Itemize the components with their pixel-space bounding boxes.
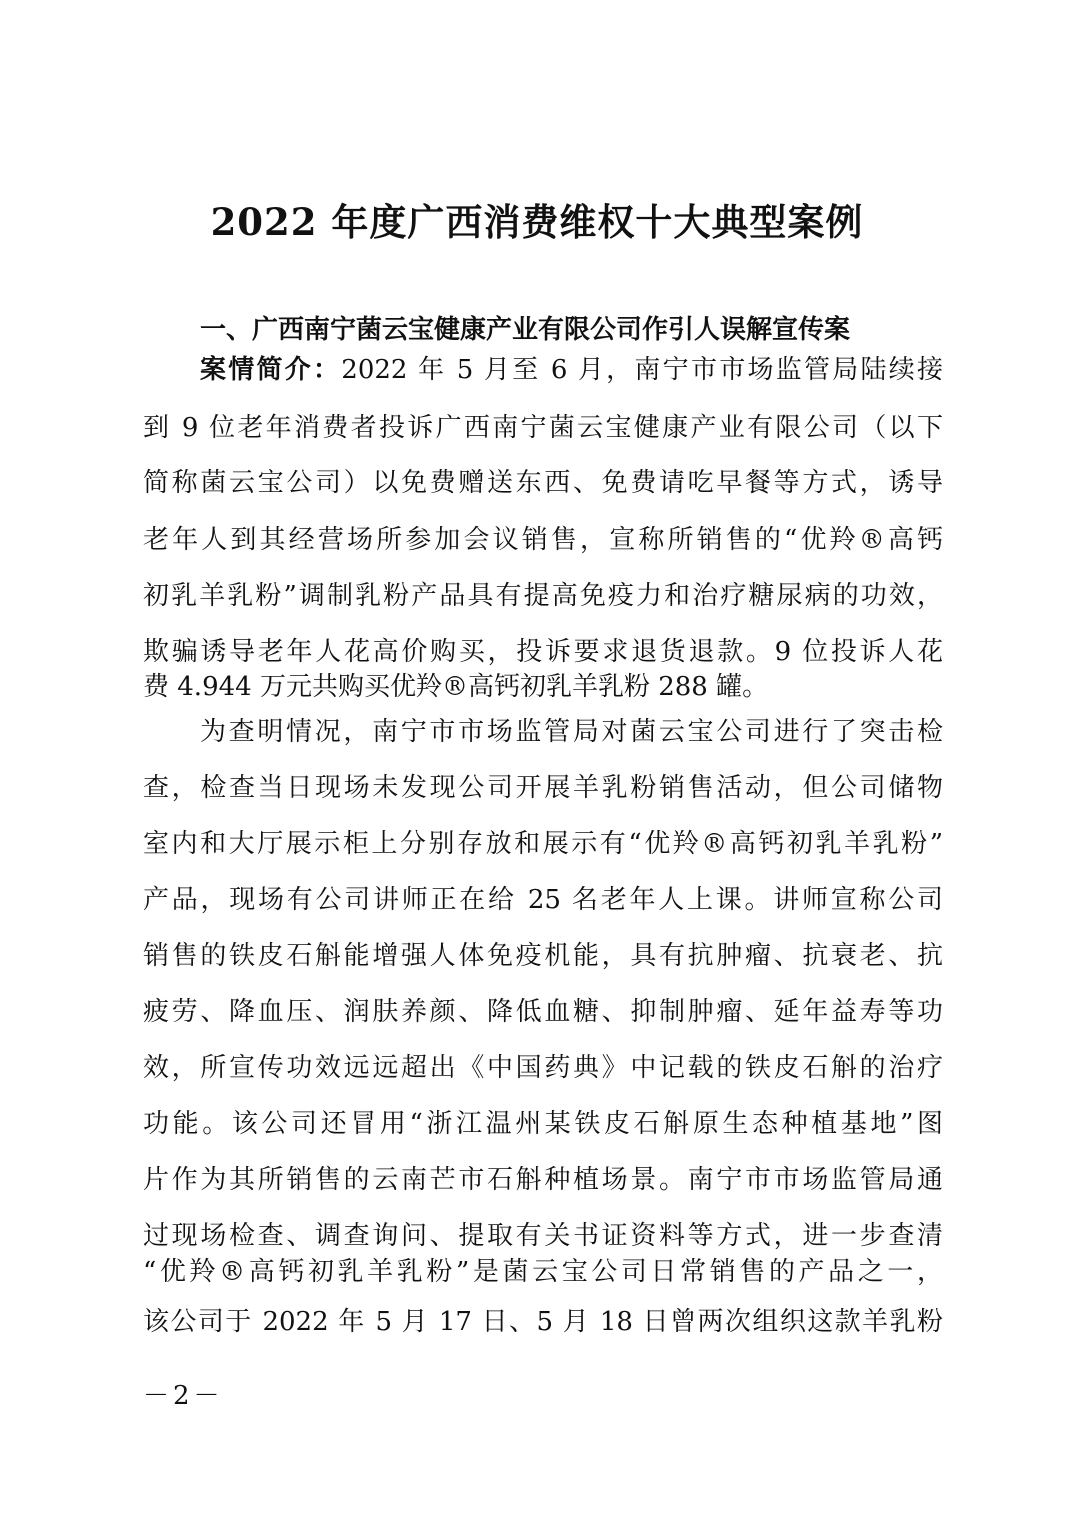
paragraph-2-line-4: 产品，现场有公司讲师正在给 25 名老年人上课。讲师宣称公司 (143, 885, 943, 915)
paragraph-2-line-12: 该公司于 2022 年 5 月 17 日、5 月 18 日曾两次组织这款羊乳粉 (143, 1307, 943, 1337)
section-heading: 一、广西南宁菌云宝健康产业有限公司作引人误解宣传案 (200, 315, 851, 345)
paragraph-2-line-1: 为查明情况，南宁市市场监管局对菌云宝公司进行了突击检 (200, 717, 943, 747)
paragraph-1-line-7: 费 4.944 万元共购买优羚®高钙初乳羊乳粉 288 罐。 (143, 672, 769, 702)
paragraph-2-line-5: 销售的铁皮石斛能增强人体免疫机能，具有抗肿瘤、抗衰老、抗 (143, 941, 943, 971)
paragraph-1-line-1 (200, 348, 943, 392)
document-title: 2022 年度广西消费维权十大典型案例 (210, 200, 864, 244)
paragraph-2-line-6: 疲劳、降血压、润肤养颜、降低血糖、抑制肿瘤、延年益寿等功 (143, 997, 943, 1027)
paragraph-2-line-3: 室内和大厅展示柜上分别存放和展示有“优羚®高钙初乳羊乳粉” (143, 829, 943, 859)
paragraph-2-line-9: 片作为其所销售的云南芒市石斛种植场景。南宁市市场监管局通 (143, 1165, 943, 1195)
paragraph-2-line-10: 过现场检查、调查询问、提取有关书证资料等方式，进一步查清 (143, 1221, 943, 1251)
paragraph-1-line-5: 初乳羊乳粉”调制乳粉产品具有提高免疫力和治疗糖尿病的功效， (143, 581, 943, 611)
page-number: －2－ (143, 1381, 224, 1411)
paragraph-2-line-11: “优羚®高钙初乳羊乳粉”是菌云宝公司日常销售的产品之一， (143, 1257, 943, 1287)
paragraph-2-line-8: 功能。该公司还冒用“浙江温州某铁皮石斛原生态种植基地”图 (143, 1109, 943, 1139)
paragraph-text: 2022 年 5 月至 6 月，南宁市市场监管局陆续接 (341, 355, 943, 385)
paragraph-lead: 案情简介 (200, 355, 314, 385)
paragraph-1-line-6: 欺骗诱导老年人花高价购买，投诉要求退货退款。9 位投诉人花 (143, 637, 943, 667)
paragraph-2-line-2: 查，检查当日现场未发现公司开展羊乳粉销售活动，但公司储物 (143, 773, 943, 803)
paragraph-lead-separator: ： (313, 355, 342, 385)
paragraph-1-line-4: 老年人到其经营场所参加会议销售，宣称所销售的“优羚®高钙 (143, 525, 943, 555)
paragraph-1-line-3: 简称菌云宝公司）以免费赠送东西、免费请吃早餐等方式，诱导 (143, 468, 943, 498)
paragraph-1-line-2: 到 9 位老年消费者投诉广西南宁菌云宝健康产业有限公司（以下 (143, 413, 943, 443)
paragraph-2-line-7: 效，所宣传功效远远超出《中国药典》中记载的铁皮石斛的治疗 (143, 1053, 943, 1083)
